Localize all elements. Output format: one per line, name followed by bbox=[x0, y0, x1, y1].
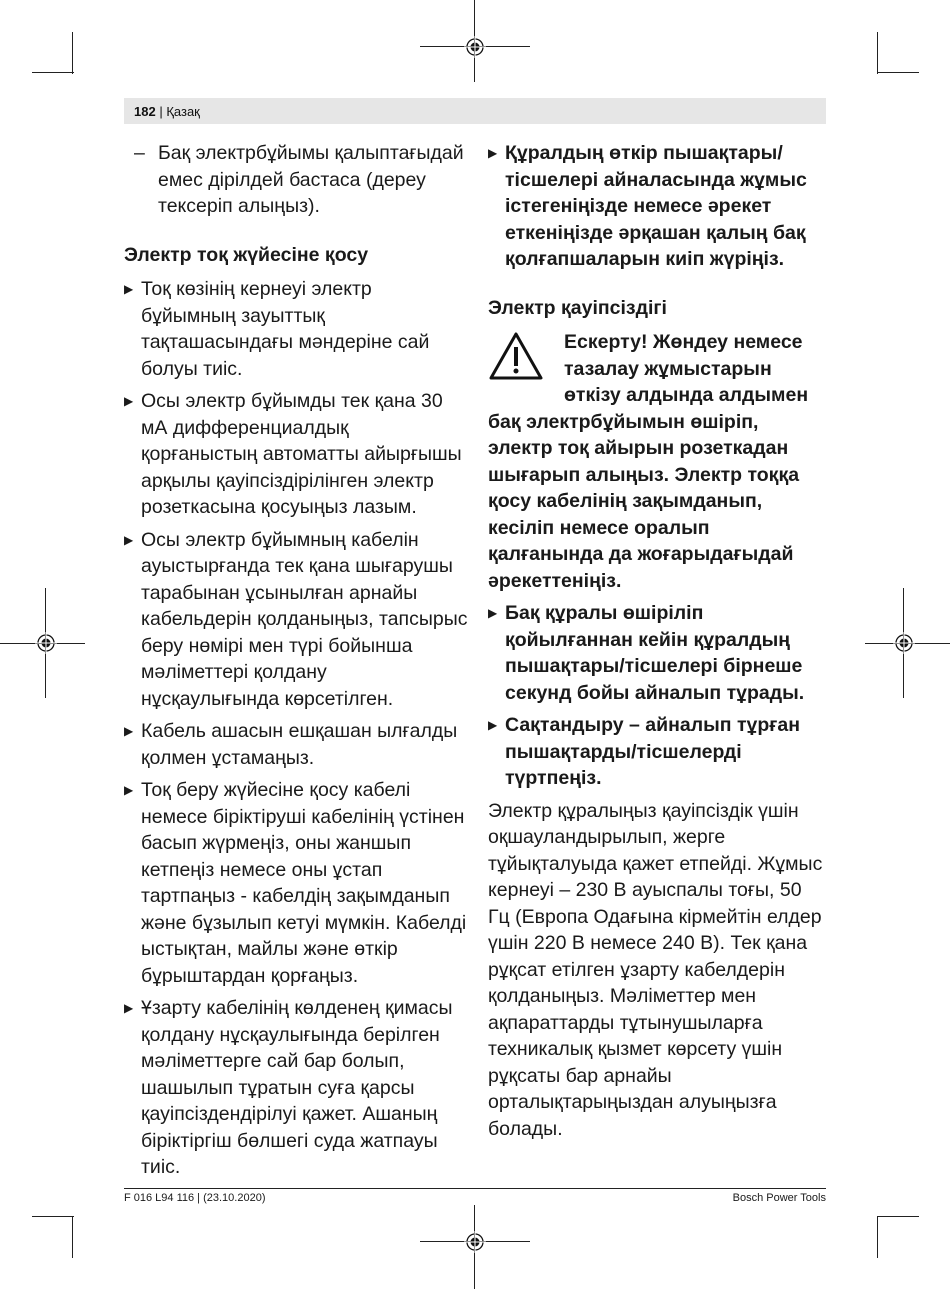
warning-block bbox=[488, 329, 828, 594]
section-heading-electrical-safety: Электр қауіпсіздігі bbox=[488, 296, 667, 319]
dash-marker: – bbox=[134, 142, 145, 164]
crop-mark bbox=[877, 1216, 919, 1217]
crop-mark bbox=[72, 32, 73, 74]
registration-mark-icon bbox=[35, 632, 57, 654]
list-item bbox=[124, 276, 469, 382]
left-column bbox=[124, 140, 469, 1187]
triangle-bullet-icon: ▶ bbox=[124, 724, 134, 738]
registration-mark-icon bbox=[893, 632, 915, 654]
list-item-text: Осы электр бұйымның кабелін ауыстырғанда тек қана шығарушы тарабынан ұсынылған арнайы кабельдерін қолданыңыз, тапсырыс беру нөмірі мен түрі бойынша мәліметтері қолдану нұсқаулығында көрсетілген. bbox=[141, 528, 468, 710]
triangle-bullet-icon: ▶ bbox=[124, 532, 134, 547]
dash-list-item bbox=[124, 140, 469, 220]
registration-mark-icon bbox=[464, 1231, 486, 1253]
list-item bbox=[124, 388, 469, 521]
list-item bbox=[488, 600, 828, 706]
triangle-bullet-icon: ▶ bbox=[124, 783, 134, 797]
triangle-bullet-icon: ▶ bbox=[488, 606, 498, 620]
crop-mark bbox=[877, 32, 878, 74]
list-item-text: Осы электр бұйымды тек қана 30 мА дифференциалдық қорғаныстың автоматты айырғышы арқылы қауіпсіздірілінген электр розеткасына қосуыңыз лазым. bbox=[141, 390, 462, 518]
page-number: 182 bbox=[134, 104, 156, 119]
page-language: Қазақ bbox=[166, 104, 200, 119]
warning-body: бақ электрбұйымын өшіріп, электр тоқ айырын розеткадан шығарып алыңыз. Электр тоққа қосу кабелінің зақымданып, кесіліп немесе оралып қалғанында да жоғарыдағыдай әрекеттеніңіз. bbox=[488, 410, 800, 592]
list-item-text: Тоқ беру жүйесіне қосу кабелі немесе біріктіруші кабелінің үстінен басып жүрмеңіз, оны жаншып кетпеңіз немесе оны ұстап тартпаңыз - кабелдің зақымданып және бұзылып кетуі мүмкін. Кабелді ыстықтан, майлы және өткір бұрыштардан қорғаңыз. bbox=[141, 779, 467, 987]
list-item-text: Бақ құралы өшіріліп қойылғаннан кейін құралдың пышақтары/тісшелері бірнеше секунд бойы айналып тұрады. bbox=[505, 602, 805, 704]
header-separator: | bbox=[159, 104, 167, 119]
warning-triangle-icon bbox=[488, 331, 544, 381]
list-item bbox=[124, 527, 469, 713]
triangle-bullet-icon: ▶ bbox=[124, 282, 134, 296]
triangle-bullet-icon: ▶ bbox=[124, 1001, 134, 1015]
warning-heading: Ескерту! Жөндеу немесе тазалау жұмыстарын өткізу алдында алдымен bbox=[564, 331, 809, 406]
list-item bbox=[488, 140, 828, 273]
crop-mark bbox=[32, 72, 74, 73]
section-heading-power-connection: Электр тоқ жүйесіне қосу bbox=[124, 243, 369, 266]
list-item-text: Тоқ көзінің кернеуі электр бұйымның зауыттық тақташасындағы мәндеріне сай болуы тиіс. bbox=[141, 278, 430, 380]
triangle-bullet-icon: ▶ bbox=[124, 394, 134, 408]
list-item-text: Кабель ашасын ешқашан ылғалды қолмен ұстамаңыз. bbox=[141, 720, 458, 769]
page-header bbox=[134, 104, 200, 119]
footer-brand: Bosch Power Tools bbox=[732, 1192, 826, 1204]
list-item bbox=[124, 777, 469, 989]
list-item-text: Ұзарту кабелінің көлденең қимасы қолдану нұсқаулығында берілген мәліметтерге сай бар болып, шашылып тұратын суға қарсы қауіпсіздендірілуі қажет. Ашаның біріктіргіш бөлшегі суда жатпауы тиіс. bbox=[141, 997, 453, 1178]
list-item-text: Сақтандыру – айналып тұрған пышақтарды/тісшелерді түртпеңіз. bbox=[505, 714, 801, 789]
triangle-bullet-icon: ▶ bbox=[488, 718, 498, 732]
crop-mark bbox=[877, 72, 919, 73]
triangle-bullet-icon: ▶ bbox=[488, 146, 498, 160]
list-item bbox=[124, 718, 469, 771]
page-header-bar bbox=[124, 98, 826, 124]
list-item bbox=[124, 995, 469, 1181]
footer-divider bbox=[124, 1188, 826, 1189]
registration-mark-icon bbox=[464, 36, 486, 58]
list-item-text: Құралдың өткір пышақтары/тісшелері айналасында жұмыс істегеніңізде немесе әрекет еткеніңізде әрқашан қалың бақ қолғапшаларын киіп жүріңіз. bbox=[505, 142, 807, 270]
body-paragraph: Электр құралыңыз қауіпсіздік үшін оқшауландырылып, жерге тұйықталуыда қажет етпейді. Жұмыс кернеуі – 230 В ауыспалы тоғы, 50 Гц (Европа Одағына кірмейтін елдер үшін 220 В немесе 240 В). Тек қана рұқсат етілген ұзарту кабелдерін қолданыңыз. Мәліметтер мен ақпараттарды тұтынушыларға техникалық қызмет көрсету үшін рұқсаты бар арнайы орталықтарыңыздан алуыңызға болады. bbox=[488, 799, 823, 1140]
crop-mark bbox=[877, 1216, 878, 1258]
right-column bbox=[488, 140, 828, 1142]
crop-mark bbox=[32, 1216, 74, 1217]
footer-doc-id: F 016 L94 116 | (23.10.2020) bbox=[124, 1192, 266, 1204]
dash-item-text: Бақ электрбұйымы қалыптағыдай емес дірілдей бастаса (дереу тексеріп алыңыз). bbox=[158, 142, 464, 217]
crop-mark bbox=[72, 1216, 73, 1258]
list-item bbox=[488, 712, 828, 792]
